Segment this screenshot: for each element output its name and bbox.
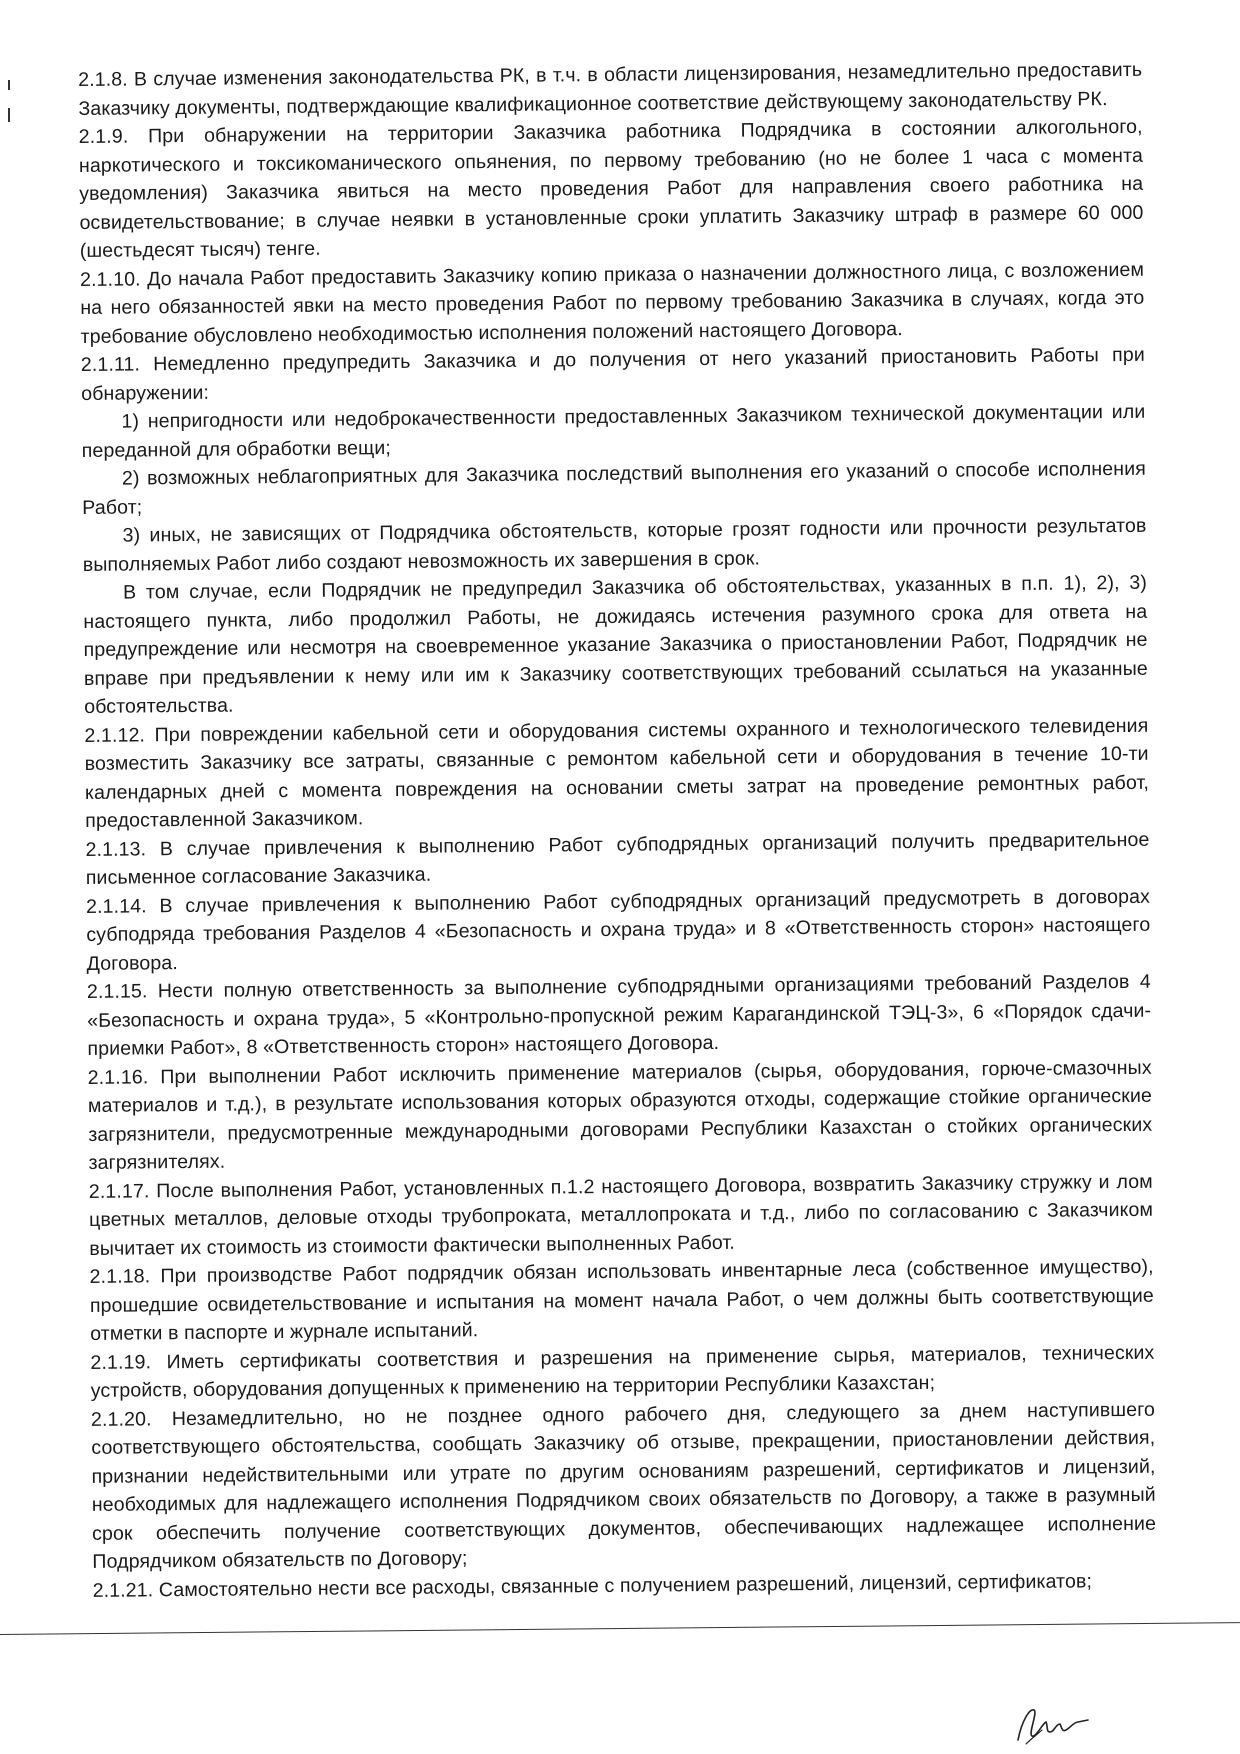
paragraph-2-1-14: 2.1.14. В случае привлечения к выполнению Работ субподрядных организаций предусмотреть в договорах субподряда требования Разделов 4 «Безопасность и охрана труда» и 8 «Ответственность сторон» настоящего Договора. xyxy=(85,885,1151,975)
paragraph-2-1-8: 2.1.8. В случае изменения законодательства РК, в т.ч. в области лицензирования, незамедлительно предоставить Заказчику документы, подтверждающие квалификационное соответствие действующему законодательству РК. xyxy=(78,58,1143,120)
margin-mark-middle xyxy=(8,108,10,122)
paragraph-2-1-15: 2.1.15. Нести полную ответственность за выполнение субподрядными организациями требований Разделов 4 «Безопасность и охрана труда», 5 «Контрольно-пропускной режим Карагандинской ТЭЦ-3», 6 «Порядок сдачи-приемки Работ», 8 «Ответственность сторон» настоящего Договора. xyxy=(86,970,1152,1060)
paragraph-2-1-9: 2.1.9. При обнаружении на территории Заказчика работника Подрядчика в состоянии алкогольного, наркотического и токсикоманического опьянения, по первому требованию (но не более 1 часа с момента уведомления) Заказчика явиться на место проведения Работ для направления своего работника на освидетельствование; в случае неявки в установленные сроки уплатить Заказчику штраф в размере 60 000 (шестьдесят тысяч) тенге. xyxy=(78,115,1144,262)
paragraph-2-1-20: 2.1.20. Незамедлительно, но не позднее одного рабочего дня, следующего за днем наступившего соответствующего обстоятельства, сообщать Заказчику об отзыве, прекращении, приостановлении действия, признании недействительными или утрате по другим основаниям разрешений, сертификатов и лицензий, необходимых для надлежащего исполнения Подрядчиком своих обязательств по Договору, а также в разумный срок обеспечить получение соответствующих документов, обеспечивающих надлежащее исполнение Подрядчиком обязательств по Договору; xyxy=(90,1398,1157,1573)
document-page xyxy=(78,58,1157,1666)
paragraph-2-1-17: 2.1.17. После выполнения Работ, установленных п.1.2 настоящего Договора, возвратить Заказчику стружку и лом цветных металлов, деловые отходы трубопроката, металлопроката и т.д., либо по согласованию с Заказчиком вычитает их стоимость из стоимости фактически выполненных Работ. xyxy=(88,1170,1154,1260)
paragraph-2-1-16: 2.1.16. При выполнении Работ исключить применение материалов (сырья, оборудования, горюче-смазочных материалов и т.д.), в результате использования которых образуются отходы, содержащие стойкие органические загрязнители, предусмотренные международными договорами Республики Казахстан о стойких органических загрязнителях. xyxy=(87,1056,1153,1174)
paragraph-2-1-11-note: В том случае, если Подрядчик не предупредил Заказчика об обстоятельствах, указанных в п.п. 1), 2), 3) настоящего пункта, либо продолжил Работы, не дожидаясь истечения разумного срока для ответа на предупреждение или несмотря на своевременное указание Заказчика о приостановлении Работ, Подрядчик не вправе при предъявлении к нему или им к Заказчику соответствующих требований ссылаться на указанные обстоятельства. xyxy=(83,571,1148,718)
margin-mark-top xyxy=(8,80,10,90)
list-item-1: 1) непригодности или недоброкачественности предоставленных Заказчиком технической документации или переданной для обработки вещи; xyxy=(81,400,1146,462)
paragraph-2-1-18: 2.1.18. При производстве Работ подрядчик обязан использовать инвентарные леса (собственное имущество), прошедшие освидетельствование и испытания на момент начала Работ, о чем должны быть соответствующие отметки в паспорте и журнале испытаний. xyxy=(89,1255,1154,1345)
document-body xyxy=(78,56,1157,1605)
paragraph-2-1-19: 2.1.19. Иметь сертификаты соответствия и разрешения на применение сырья, материалов, технических устройств, оборудования допущенных к применению на территории Республики Казахстан; xyxy=(90,1341,1155,1402)
signature-icon xyxy=(1012,1700,1092,1746)
paragraph-2-1-21: 2.1.21. Самостоятельно нести все расходы, связанные с получением разрешений, лицензий, сертификатов; xyxy=(92,1569,1093,1602)
paragraph-2-1-12: 2.1.12. При повреждении кабельной сети и оборудования системы охранного и технологического телевидения возместить Заказчику все затраты, связанные с ремонтом кабельной сети и оборудования в течение 10-ти календарных дней с момента повреждения на основании сметы затрат на проведение ремонтных работ, предоставленной Заказчиком. xyxy=(84,714,1150,832)
paragraph-2-1-11: 2.1.11. Немедленно предупредить Заказчика и до получения от него указаний приостановить Работы при обнаружении: xyxy=(80,343,1145,405)
list-item-2: 2) возможных неблагоприятных для Заказчика последствий выполнения его указаний о способе исполнения Работ; xyxy=(82,457,1147,519)
paragraph-2-1-10: 2.1.10. До начала Работ предоставить Заказчику копию приказа о назначении должностного лица, с возложением на него обязанностей явки на место проведения Работ по первому требованию Заказчика в случаях, когда это требование обусловлено необходимостью исполнения положений настоящего Договора. xyxy=(79,258,1145,348)
paragraph-2-1-13: 2.1.13. В случае привлечения к выполнению Работ субподрядных организаций получить предварительное письменное согласование Заказчика. xyxy=(85,828,1150,889)
list-item-3: 3) иных, не зависящих от Подрядчика обстоятельств, которые грозят годности или прочности результатов выполняемых Работ либо создают невозможность их завершения в срок. xyxy=(82,514,1147,576)
